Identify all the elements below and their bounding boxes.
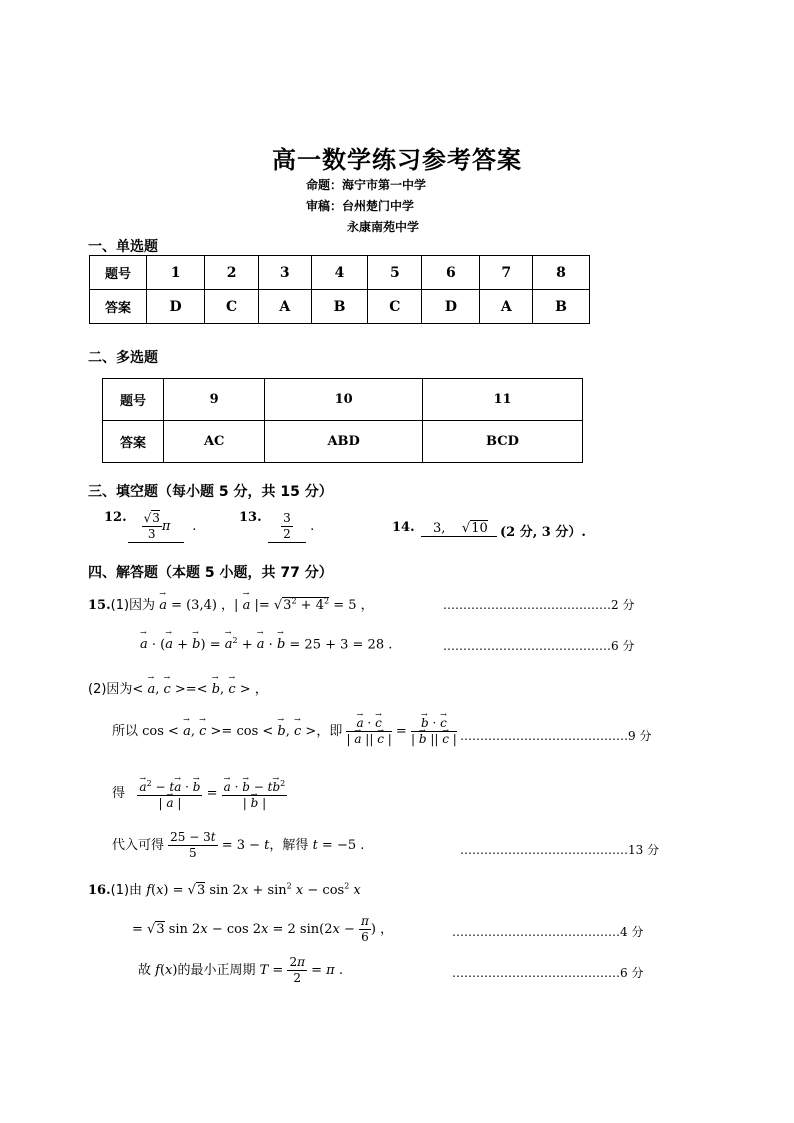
q14-label: 14. (392, 520, 415, 535)
answer-cell: BCD (422, 421, 582, 463)
answer-cell: B (533, 290, 590, 324)
score-mark: ……………………………………9 分 (460, 729, 652, 743)
table-row (103, 379, 583, 421)
answer-cell: D (422, 290, 480, 324)
answer-cell: ABD (265, 421, 423, 463)
section-heading-problems: 四、解答题（本题 5 小题，共 77 分） (88, 565, 333, 581)
page-title: 高一数学练习参考答案 (272, 146, 522, 174)
q16-hence-text: 故 (138, 963, 152, 978)
table-row (90, 290, 590, 324)
proposer-credit: 命题：海宁市第一中学 (306, 178, 427, 192)
q15-label: 15. (88, 598, 111, 613)
score-mark: ……………………………………2 分 (443, 598, 635, 612)
table-row (90, 256, 590, 290)
reviewer-credit-2: 永康南苑中学 (347, 220, 420, 234)
question-number: 11 (422, 379, 582, 421)
q15-line-1: 15.(1)因为 → a = (3,4) ，| → a |= $√3^2 + 4^2 = 5$ ， (88, 594, 374, 613)
multi-choice-answer-table (102, 378, 583, 463)
q15-line-6: 代入可得 $\frac{25 - 3t}{5}$ = 3 − t，解得 t = −5 . (112, 830, 365, 860)
question-number: 6 (422, 256, 480, 290)
score-mark: ……………………………………6 分 (443, 639, 635, 653)
q14-answer-part1: 3, (433, 521, 446, 536)
table-row (103, 421, 583, 463)
question-number: 7 (480, 256, 533, 290)
question-number: 8 (533, 256, 590, 290)
row-label-number: 题号 (103, 379, 164, 421)
q16-line-1: 16.(1)由 f(x) = √3 $\sin 2x + \sin^2 x - \cos^2 x$ (88, 881, 361, 898)
question-number: 1 (147, 256, 205, 290)
question-number: 5 (368, 256, 422, 290)
q16-period-text: 的最小正周期 (177, 963, 256, 978)
score-mark: ……………………………………6 分 (452, 966, 644, 980)
q15-so-text: 所以 (112, 724, 139, 739)
q14-score-note: (2 分, 3 分）. (500, 525, 586, 540)
q15-line-4: 所以 cos < → a, → c >= cos < → b, → c >，即 → $\frac{a \cdot \to c}{| \to a || \to c |}$ = → $\frac{b \cdot \to c}{| \to b || \to c |}$ (112, 716, 457, 747)
answer-cell: C (205, 290, 259, 324)
row-label-answer: 答案 (103, 421, 164, 463)
answer-cell: C (368, 290, 422, 324)
answer-cell: B (311, 290, 368, 324)
q15-sub-text: 代入可得 (112, 838, 165, 853)
reviewer-credit: 审稿：台州楚门中学 (306, 199, 415, 213)
q13-answer: $\frac{3}{2}$ . (268, 511, 314, 543)
question-number: 2 (205, 256, 259, 290)
q13-label: 13. (239, 510, 262, 525)
q16-line-2: = √3 sin 2x − cos 2x = 2 sin(2x − $\frac{\pi}{6}$ ) ， (132, 914, 394, 944)
q16-line-3: 故 f(x)的最小正周期 T = $\frac{2\pi}{2}$ = π . (138, 955, 343, 985)
q15-part2-text: (2)因为 (88, 682, 133, 697)
q15-ie-text: ，即 (316, 724, 343, 739)
question-number: 10 (265, 379, 423, 421)
section-heading-multi-choice: 二、多选题 (88, 350, 158, 366)
question-number: 3 (259, 256, 312, 290)
q15-get-text: 得 (112, 786, 126, 801)
q16-part1-text: (1)由 (110, 883, 143, 898)
q12-label: 12. (104, 510, 127, 525)
q15-line-2: → a · (→ a + → b) = → $a^2$ + → a · → b = 25 + 3 = 28 . (140, 636, 392, 652)
q15-part1-text: (1)因为 (110, 598, 156, 613)
q15-solve-text: ，解得 (269, 838, 309, 853)
score-mark: ……………………………………13 分 (460, 843, 660, 857)
q14-answer: 3, √10 (421, 521, 497, 537)
row-label-answer: 答案 (90, 290, 147, 324)
section-heading-fill-blank: 三、填空题（每小题 5 分，共 15 分） (88, 484, 333, 500)
score-mark: ……………………………………4 分 (452, 925, 644, 939)
q16-label: 16. (88, 883, 111, 898)
single-choice-answer-table (89, 255, 590, 324)
q15-line-3: (2)因为< → a, → c >=< → b, → c > ， (88, 678, 268, 697)
section-heading-single-choice: 一、单选题 (88, 239, 158, 255)
answer-cell: D (147, 290, 205, 324)
answer-cell: A (259, 290, 312, 324)
q12-answer: $\frac{√3}{3}$ π . (128, 511, 196, 543)
question-number: 9 (164, 379, 265, 421)
answer-cell: A (480, 290, 533, 324)
answer-cell: AC (164, 421, 265, 463)
q15-line-5: 得 → $\frac{a^2 - t\to a \cdot \to b}{| \to a |}$ = → $\frac{a \cdot \to b - t\to b^2}{| \to b |}$ (112, 776, 287, 811)
question-number: 4 (311, 256, 368, 290)
row-label-number: 题号 (90, 256, 147, 290)
